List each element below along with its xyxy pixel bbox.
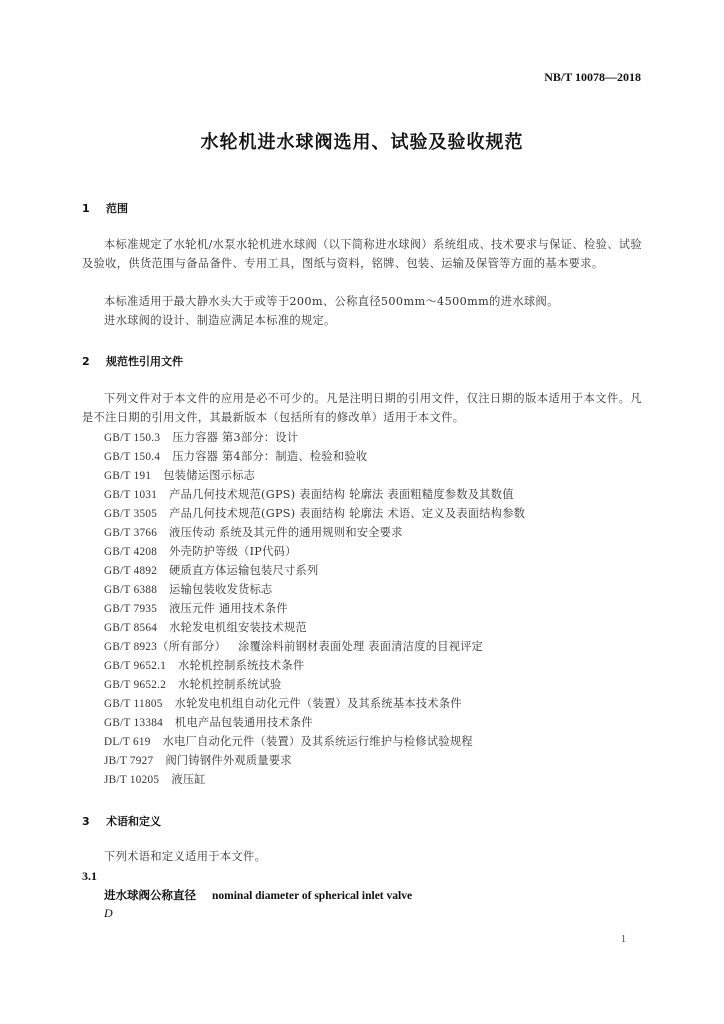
reference-title: 阀门铸钢件外观质量要求 [165, 754, 292, 767]
reference-title: 压力容器 第3部分：设计 [172, 431, 299, 444]
reference-item [104, 485, 525, 504]
reference-item [104, 637, 525, 656]
reference-code: GB/T 1031 [104, 489, 158, 501]
term-english: nominal diameter of spherical inlet valve [212, 890, 413, 902]
reference-item [104, 523, 525, 542]
reference-item [104, 618, 525, 637]
reference-item [104, 466, 525, 485]
reference-code: GB/T 4892 [104, 565, 158, 577]
reference-code: JB/T 10205 [104, 774, 160, 786]
reference-item [104, 732, 525, 751]
reference-title: 运输包装收发货标志 [169, 583, 273, 596]
reference-title: 水轮发电机组安装技术规范 [169, 621, 308, 634]
term-number: 3.1 [82, 869, 97, 883]
reference-code: GB/T 11805 [104, 698, 163, 710]
term-entry [104, 887, 412, 903]
reference-item [104, 751, 525, 770]
section-number: 2 [82, 355, 90, 368]
document-title: 水轮机进水球阀选用、试验及验收规范 [200, 132, 524, 153]
section-title: 规范性引用文件 [106, 355, 183, 368]
page-number: 1 [621, 934, 626, 945]
reference-item [104, 675, 525, 694]
reference-item [104, 770, 525, 789]
scope-paragraph-3: 进水球阀的设计、制造应满足本标准的规定。 [104, 314, 336, 327]
reference-title: 液压传动 系统及其元件的通用规则和安全要求 [169, 526, 403, 539]
reference-code: GB/T 150.3 [104, 432, 161, 444]
reference-item [104, 428, 525, 447]
references-intro: 下列文件对于本文件的应用是必不可少的。凡是注明日期的引用文件，仅注日期的版本适用于本文件。凡是不注日期的引用文件，其最新版本（包括所有的修改单）适用于本文件。 [82, 392, 642, 424]
reference-code: GB/T 191 [104, 470, 152, 482]
section-number: 1 [82, 202, 90, 215]
reference-title: 包装储运图示标志 [163, 469, 256, 482]
reference-title: 产品几何技术规范(GPS) 表面结构 轮廓法 表面粗糙度参数及其数值 [169, 488, 514, 501]
reference-item [104, 504, 525, 523]
section-title: 范围 [106, 202, 128, 215]
section-2-heading [82, 353, 183, 369]
section-3-heading [82, 813, 161, 829]
reference-title: 液压元件 通用技术条件 [169, 602, 288, 615]
reference-item [104, 561, 525, 580]
terms-intro: 下列术语和定义适用于本文件。 [104, 850, 267, 863]
scope-paragraph-2: 本标准适用于最大静水头大于或等于200m、公称直径500mm～4500mm的进水球阀。 [104, 295, 559, 308]
reference-item [104, 656, 525, 675]
reference-title: 机电产品包装通用技术条件 [175, 716, 313, 729]
reference-code: GB/T 3505 [104, 508, 158, 520]
reference-title: 水电厂自动化元件（装置）及其系统运行维护与检修试验规程 [162, 735, 473, 748]
term-chinese: 进水球阀公称直径 [104, 888, 196, 902]
reference-item [104, 599, 525, 618]
reference-code: GB/T 4208 [104, 546, 158, 558]
section-1-heading [82, 200, 128, 216]
reference-item [104, 580, 525, 599]
reference-title: 水轮发电机组自动化元件（装置）及其系统基本技术条件 [174, 697, 462, 710]
reference-code: GB/T 7935 [104, 603, 158, 615]
reference-title: 水轮机控制系统试验 [178, 678, 282, 691]
reference-code: GB/T 150.4 [104, 451, 161, 463]
reference-item [104, 694, 525, 713]
section-number: 3 [82, 815, 90, 828]
reference-code: GB/T 9652.2 [104, 679, 167, 691]
reference-code: GB/T 8564 [104, 622, 158, 634]
reference-title: 液压缸 [171, 773, 206, 786]
reference-item [104, 713, 525, 732]
reference-code: GB/T 3766 [104, 527, 158, 539]
reference-code: GB/T 6388 [104, 584, 158, 596]
reference-item [104, 542, 525, 561]
reference-code: GB/T 8923（所有部分） [104, 641, 227, 653]
reference-code: GB/T 9652.1 [104, 660, 167, 672]
reference-list [104, 428, 525, 789]
reference-title: 涂覆涂料前钢材表面处理 表面清洁度的目视评定 [238, 640, 484, 653]
reference-title: 产品几何技术规范(GPS) 表面结构 轮廓法 术语、定义及表面结构参数 [169, 507, 526, 520]
term-symbol: D [104, 906, 113, 920]
reference-code: GB/T 13384 [104, 717, 164, 729]
reference-code: JB/T 7927 [104, 755, 154, 767]
standard-code: NB/T 10078—2018 [544, 70, 641, 84]
reference-title: 硬质直方体运输包装尺寸系列 [169, 564, 319, 577]
section-title: 术语和定义 [106, 815, 161, 828]
reference-title: 外壳防护等级（IP代码） [169, 545, 297, 558]
reference-title: 压力容器 第4部分：制造、检验和验收 [172, 450, 368, 463]
reference-title: 水轮机控制系统技术条件 [178, 659, 305, 672]
reference-code: DL/T 619 [104, 736, 151, 748]
reference-item [104, 447, 525, 466]
scope-paragraph-1: 本标准规定了水轮机/水泵水轮机进水球阀（以下简称进水球阀）系统组成、技术要求与保证、检验、试验及验收，供货范围与备品备件、专用工具，图纸与资料，铭牌、包装、运输及保管等方面的基本要求。 [82, 238, 642, 270]
